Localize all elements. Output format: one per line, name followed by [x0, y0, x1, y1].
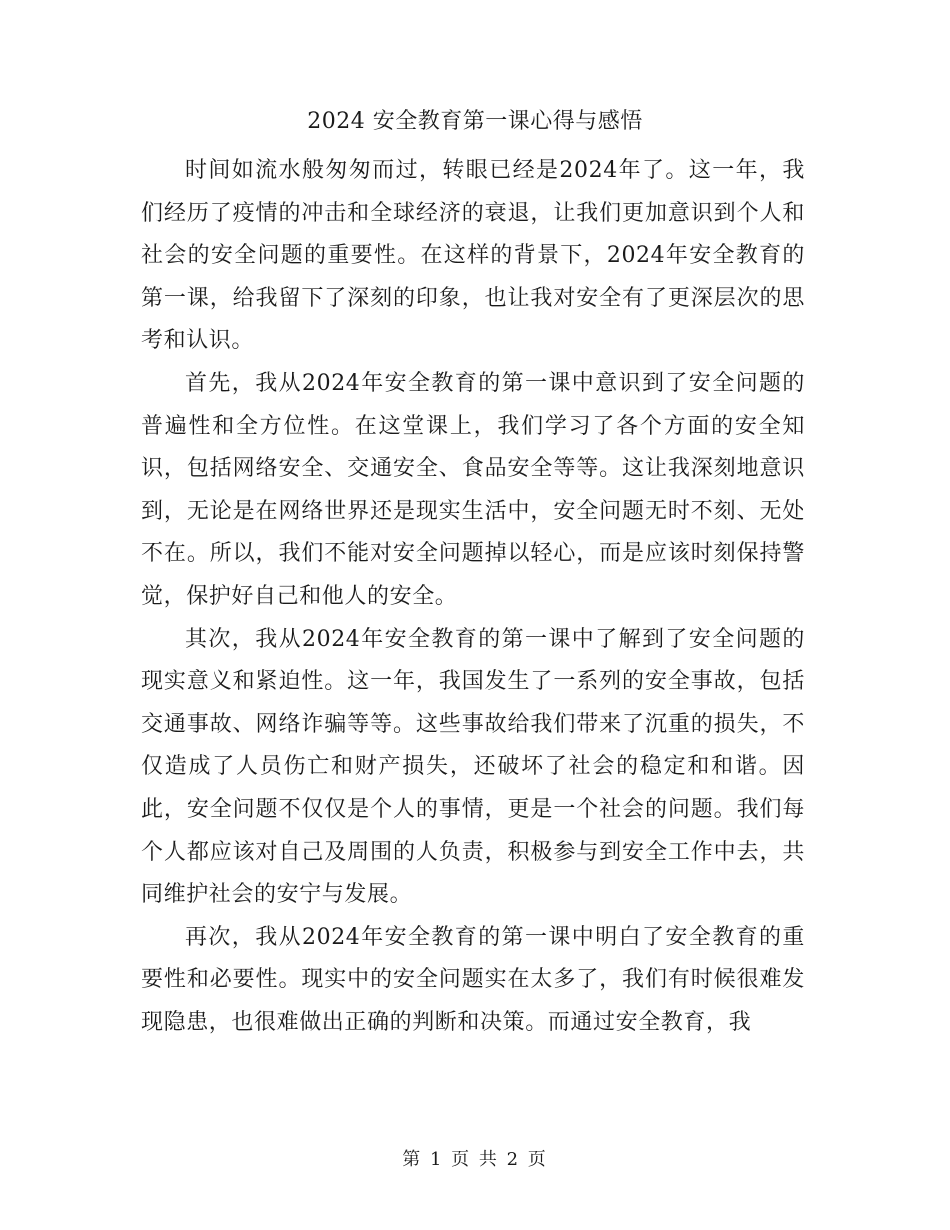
paragraph-intro: 时间如流水般匆匆而过，转眼已经是2024年了。这一年，我们经历了疫情的冲击和全球经济的衰退，让我们更加意识到个人和社会的安全问题的重要性。在这样的背景下，2024年安全教育的第一课，给我留下了深刻的印象，也让我对安全有了更深层次的思考和认识。	[141, 158, 805, 354]
paragraph-second: 其次，我从2024年安全教育的第一课中了解到了安全问题的现实意义和紧迫性。这一年，我国发生了一系列的安全事故，包括交通事故、网络诈骗等等。这些事故给我们带来了沉重的损失，不仅造成了人员伤亡和财产损失，还破坏了社会的稳定和和谐。因此，安全问题不仅仅是个人的事情，更是一个社会的问题。我们每个人都应该对自己及周围的人负责，积极参与到安全工作中去，共同维护社会的安宁与发展。	[141, 626, 805, 908]
paragraph-first: 首先，我从2024年安全教育的第一课中意识到了安全问题的普遍性和全方位性。在这堂课上，我们学习了各个方面的安全知识，包括网络安全、交通安全、食品安全等等。这让我深刻地意识到，无论是在网络世界还是现实生活中，安全问题无时不刻、无处不在。所以，我们不能对安全问题掉以轻心，而是应该时刻保持警觉，保护好自己和他人的安全。	[141, 370, 805, 609]
document-body	[141, 150, 805, 1044]
paragraph-third: 再次，我从2024年安全教育的第一课中明白了安全教育的重要性和必要性。现实中的安全问题实在太多了，我们有时候很难发现隐患，也很难做出正确的判断和决策。而通过安全教育，我	[141, 924, 805, 1035]
page-number-footer: 第 1 页 共 2 页	[402, 1149, 548, 1170]
document-title: 2024 安全教育第一课心得与感悟	[307, 109, 643, 134]
